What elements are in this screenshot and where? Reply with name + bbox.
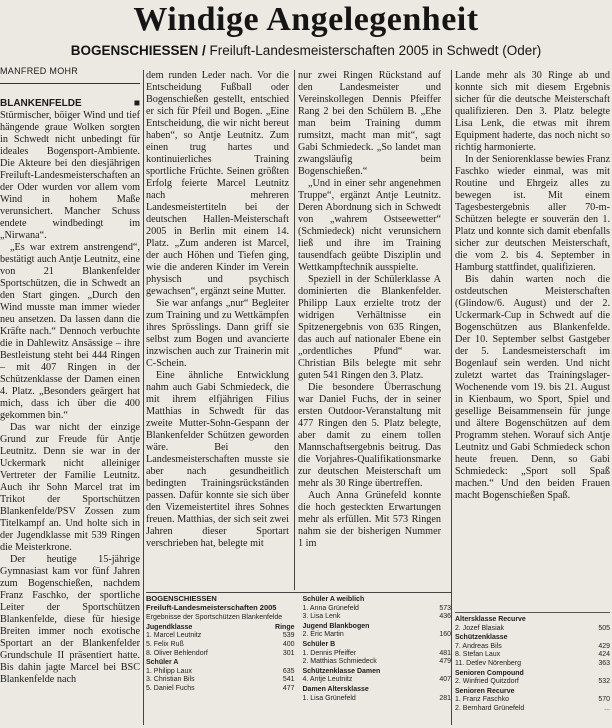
subhead-text: Freiluft-Landesmeisterschaften 2005 in Schwedt (Oder): [209, 43, 542, 58]
results-row: [303, 695, 452, 704]
article-paragraph: nur zwei Ringen Rückstand auf den Landesmeister und Vereinskollegen Dennis Pfeiffer Rang 2 bei den Schülern B. „Ehe man beim Training dumm rumsitzt, macht man mit“, sagt Gabi Schmiedeck. „So landet man zwangsläufig beim Bogenschießen.“: [298, 70, 441, 177]
results-row: [455, 678, 610, 687]
athlete-score: 281: [439, 694, 451, 702]
article-column-1: [0, 98, 140, 722]
article-paragraph: Bis dahin warten noch die ostdeutschen Meisterschaften (Glindow/6. August) und der 2. Uckermark-Cup in Schwedt auf die Bogenschützen aus Blankenfelde. Der 10. September selbst Gastgeber der 5. Landesmeisterschaft im Bogenlauf sein werden. Und nicht zuletzt wartet das Trainingslager-Wochenende vom 19. bis 21. August in Kienbaum, wo Sport, Spiel und gesellige Beisammensein für junge und ältere Bogenschützen auf dem Programm stehen. Worauf sich Antje Leutnitz und Gabi Schmiedeck schon heute freuen. Denn, so Gabi Schmiedeck: „Sport soll Spaß machen.“ Und den beiden Frauen macht Bogenschießen Spaß.: [455, 274, 610, 501]
article-paragraph: Der heutige 15-jährige Gymnasiast kam vor fünf Jahren zum Bogenschießen, nachdem Franz Faschko, der sportliche Leiter der Sportschützen Blankenfelde, diese für hiesige Breiten immer noch exotische Sportart an der Blankenfelder Grundschule II präsentiert hatte. Bis dahin jagte Marcel bei BSC Blankenfelde nach: [0, 554, 140, 685]
results-category: Schüler B: [302, 640, 336, 648]
athlete-score: 541: [282, 676, 295, 684]
results-row: [455, 705, 610, 714]
athlete-name: 2. Eric Martin: [302, 631, 344, 639]
athlete-score: 532: [598, 678, 610, 686]
athlete-name: 8. Stefan Laux: [455, 651, 501, 659]
results-category: Schüler A: [146, 659, 179, 667]
results-row: [303, 605, 452, 614]
athlete-score: 407: [439, 676, 451, 684]
column-divider: [294, 70, 295, 590]
results-category: Schützenklasse Damen: [302, 667, 381, 675]
subhead-kicker: BOGENSCHIESSEN /: [70, 43, 210, 58]
article-paragraph: Die besondere Überraschung war Daniel Fuchs, der in seiner ersten Outdoor-Veranstaltung mit 477 Ringen den 5. Platz belegte, aber damit zu einem tollen Mannschaftsergebnis beitrug. Das die Vorjahres-Qualifikationsmarke zur deutschen Meisterschaft um mehr als 30 Ringe übertreffen.: [298, 382, 441, 489]
results-row: [303, 613, 452, 622]
results-top-rule: [146, 592, 451, 593]
results-category: Jugend Blankbogen: [302, 622, 370, 630]
byline: MANFRED MOHR: [0, 64, 140, 84]
results-row: [146, 650, 295, 659]
athlete-name: 2. Winfried Quitzdorf: [455, 678, 519, 686]
dateline: BLANKENFELDE: [0, 98, 82, 109]
athlete-name: 2. Bernhard Grünefeld: [455, 704, 525, 712]
results-subtitle: Freiluft-Landesmeisterschaften 2005: [146, 602, 277, 612]
athlete-name: 4. Antje Leutnitz: [302, 676, 353, 684]
athlete-name: 2. Matthias Schmiedeck: [302, 658, 377, 666]
athlete-score: 481: [439, 649, 451, 657]
article-paragraph: „Und in einer sehr angenehmen Truppe“, ergänzt Antje Leutnitz. Deren Abordnung sich in Schwedt von „wahrem Ostseewetter“ (Schmiedeck) nicht verunsichern ließ und ihre im Training tausendfach geübte Disziplin und Wettkampftechnik ausspielte.: [298, 178, 441, 273]
athlete-score: 436: [439, 613, 451, 621]
athlete-name: 5. Felix Ruß: [146, 640, 184, 648]
results-box: [146, 592, 451, 728]
athlete-score: 570: [598, 696, 610, 704]
athlete-name: 3. Lisa Lenk: [302, 613, 341, 621]
article-paragraph: Eine ähnliche Entwicklung nahm auch Gabi Schmiedeck, die mit ihrem elfjährigen Filius Matthias in Schwedt für das zweite Mutter-Sohn-Gespann der Blankenfelder Schützen geworden wäre. Bei den Landesmeisterschaften musste sie aber nach gesundheitlich bedingten Trainingsrückständen passen. Dafür konnte sie sich über den Vizemeistertitel ihres Sohnes freuen. Matthias, der sich seit zwei Jahren dieser Sportart verschrieben hat, belegte mit: [146, 370, 289, 549]
column-divider: [451, 70, 452, 725]
article-paragraph: Speziell in der Schülerklasse A dominierten die Blankenfelder. Philipp Laux erzielte trotz der widrigen Verhältnisse ein Spitzenergebnis von 635 Ringen, das auch auf nationaler Ebene ein „ordentliches Pfund“ war. Christian Bils belegte mit sehr guten 541 Ringen den 3. Platz.: [298, 274, 441, 381]
athlete-score: 429: [598, 642, 610, 650]
article-paragraph: dem runden Leder nach. Vor die Entscheidung Fußball oder Bogenschießen gestellt, entschied er sich für Pfeil und Bogen. „Eine Entscheidung, die wir nicht bereut haben“, so Antje Leutnitz. Zum einen trug hartes und kontinuierliches Training sportliche Früchte. Seinen größten Erfolg feierte Marcel Leutnitz nach mehreren Landesmeistertiteln bei der deutschen Hallen-Meisterschaft 2005 in Berlin mit einem 14. Platz. „Zum anderen ist Marcel, der auch Höhen und Tiefen ging, wie die anderen Kinder im Verein physisch und psychisch gewachsen“, ergänzt seine Mutter.: [146, 70, 289, 297]
athlete-score: 160: [439, 631, 451, 639]
athlete-score: 424: [598, 651, 610, 659]
results-middle-column: [303, 595, 452, 703]
article-paragraph: In der Seniorenklasse bewies Franz Faschko wieder einmal, was mit Routine und Ehrgeiz alles zu bewegen ist. Mit einem Tagesbestergebnis aller 70-m-Schützen belegte er souverän den 1. Platz und konnte sich damit ebenfalls sicher zur deutschen Meisterschaft, die vom 2. bis 4. September in Hamburg stattfindet, qualifizieren.: [455, 154, 610, 273]
results-category: Schüler A weiblich: [302, 596, 365, 603]
athlete-score: 477: [282, 684, 295, 692]
article-column-3: [298, 70, 441, 610]
results-title: BOGENSCHIESSEN: [146, 594, 217, 603]
athlete-score: 635: [282, 667, 295, 675]
results-row: [455, 660, 610, 669]
article-paragraph: Das war nicht der einzige Grund zur Freude für Antje Leutnitz. Denn sie war in der Uckermark nicht alleiniger Vertreter der Familie Leutnitz. Auch ihr Sohn Marcel trat im Trikot der Sportschützen Blankenfelde/PSV Zossen zum Titelkampf an. Und holte sich in der Jugendklasse mit 539 Ringen die Meisterkrone.: [0, 422, 140, 553]
article-column-2: [146, 70, 289, 590]
results-left-column: [146, 595, 295, 703]
athlete-score: 505: [598, 624, 610, 632]
headline: Windige Angelegenheit: [133, 1, 479, 38]
article-paragraph: Auch Anna Grünefeld konnte die hoch gesteckten Erwartungen mehr als erfüllen. Mit 573 Ringen nahm sie der bisherigen Nummer 1 im: [298, 490, 441, 549]
results-category: Jugendklasse Ringe: [146, 623, 295, 631]
athlete-score: 363: [598, 659, 610, 667]
athlete-name: 3. Christian Bils: [146, 676, 195, 684]
results-row: [455, 643, 610, 652]
athlete-name: 1. Lisa Grünefeld: [302, 694, 356, 702]
athlete-name: 1. Franz Faschko: [455, 696, 510, 704]
results-row: [455, 625, 610, 634]
article-paragraph: „Es war extrem anstrengend“, bestätigt auch Antje Leutnitz, eine von 21 Blankenfelder Sportschützen, die in Schwedt an den Start gingen. „Durch den Wind musste man immer wieder neu ansetzen. Da lassen dann die Kräfte nach.“ Dennoch verbuchte die in Dahlewitz Ansässige – ihre Bestleistung steht bei 444 Ringen – mit 407 Ringen in der Schützenklasse der Damen einen 4. Platz. „Besonders geärgert hat mich, dass ich über die 400 gekommen bin.“: [0, 242, 140, 421]
athlete-name: 8. Oliver Behlendorf: [146, 649, 208, 657]
article-paragraph: Lande mehr als 30 Ringe ab und konnte sich mit diesem Ergebnis sicher für die deutsche Meisterschaft qualifizieren. Den 3. Platz belegte Lisa Lenk, die etwas mit ihrem Equipment haderte, das noch nicht so richtig harmonierte.: [455, 70, 610, 153]
results-row: [455, 696, 610, 705]
athlete-score: 301: [282, 649, 295, 657]
subheadline: [0, 42, 612, 60]
results-row: [303, 631, 452, 640]
athlete-name: 2. Jozef Blasiak: [455, 624, 505, 632]
results-category: Senioren Recurve: [455, 687, 515, 695]
athlete-name: 11. Detlev Nörenberg: [455, 659, 522, 667]
column-divider: [143, 70, 144, 725]
results-row: [303, 676, 452, 685]
results-category: Senioren Compound: [455, 669, 524, 677]
athlete-name: 1. Dennis Pfeiffer: [302, 649, 357, 657]
results-right-column: [455, 612, 610, 724]
results-intro: Ergebnisse der Sportschützen Blankenfelde: [146, 614, 283, 622]
athlete-score: ...: [604, 704, 610, 712]
results-row: [146, 676, 295, 685]
athlete-name: 1. Marcel Leutnitz: [146, 632, 202, 640]
results-row: [455, 651, 610, 660]
results-row: [303, 658, 452, 667]
article-paragraph: BLANKENFELDE ■ Stürmischer, böiger Wind und tief hängende graue Wolken sorgten in Schwedt nicht unbedingt für ideales Bogensport-Ambiente. Die Akteure bei den diesjährigen Freiluft-Landesmeisterschaften an der Oder wurden vor allem vom Wind in hohem Maße verunsichert. Mancher Schuss endete windbedingt im „Nirwana“.: [0, 98, 140, 241]
results-row: [146, 685, 295, 694]
results-row: [303, 650, 452, 659]
results-columns: [146, 595, 451, 703]
athlete-score: 573: [439, 604, 451, 612]
athlete-score: 400: [282, 640, 295, 648]
results-category: Damen Altersklasse: [302, 685, 369, 693]
athlete-score: 479: [439, 658, 451, 666]
article-paragraph: Sie war anfangs „nur“ Begleiter zum Training und zu Wettkämpfen ihres Sprösslings. Dann griff sie selbst zum Bogen und avancierte inzwischen auch zur Trainerin mit C-Schein.: [146, 298, 289, 369]
results-row: [146, 641, 295, 650]
athlete-name: 1. Philipp Laux: [146, 667, 192, 675]
results-category: Schützenklasse: [455, 634, 508, 642]
athlete-name: 5. Daniel Fuchs: [146, 684, 195, 692]
results-row: [146, 632, 295, 641]
athlete-score: 539: [282, 632, 295, 640]
athlete-name: 1. Anna Grünefeld: [302, 604, 359, 612]
results-category: Altersklasse Recurve: [455, 616, 526, 623]
results-row: [146, 668, 295, 677]
athlete-name: 7. Andreas Bils: [455, 642, 502, 650]
